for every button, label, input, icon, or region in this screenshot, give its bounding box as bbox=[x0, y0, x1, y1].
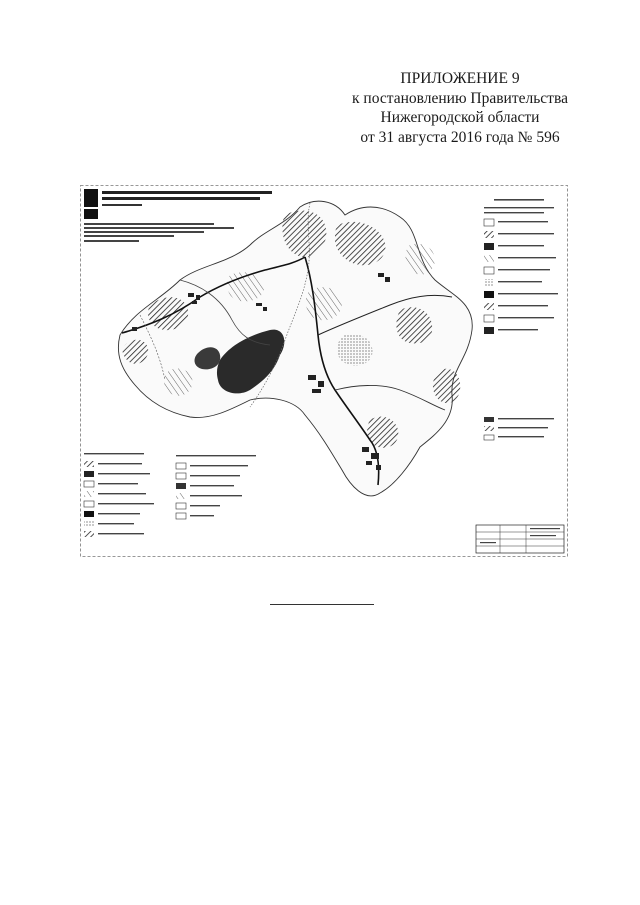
closing-rule bbox=[270, 604, 374, 605]
region-name: Нижегородской области bbox=[380, 109, 540, 126]
general-plan-map bbox=[80, 185, 568, 557]
drawing-stamp bbox=[476, 525, 564, 553]
appendix-header bbox=[340, 69, 580, 147]
appendix-label: ПРИЛОЖЕНИЕ 9 bbox=[400, 70, 520, 87]
map-drawing bbox=[80, 185, 568, 557]
decree-reference: к постановлению Правительства bbox=[352, 89, 568, 107]
decree-date: от 31 августа 2016 года № 596 bbox=[360, 128, 560, 146]
